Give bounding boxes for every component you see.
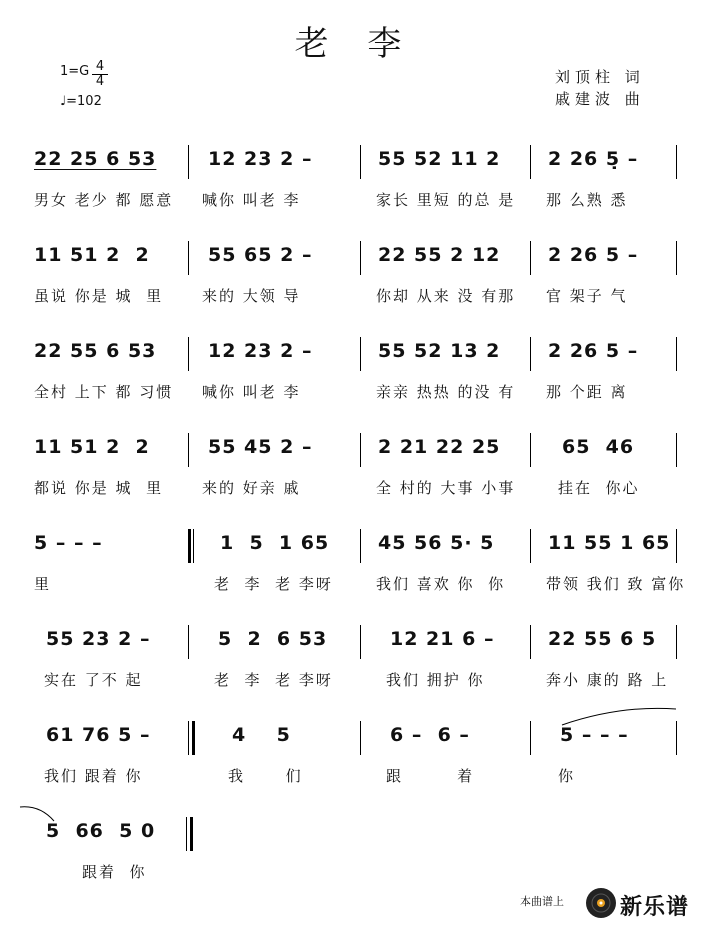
barline: [676, 625, 677, 659]
measure-lyrics: 我们 拥护 你: [386, 671, 485, 689]
score-line-4: [0, 433, 710, 529]
measure-lyrics: 家长 里短 的总 是: [376, 191, 516, 209]
repeat-start-barline: [188, 529, 191, 563]
barline: [188, 145, 189, 179]
song-title: 老 李: [294, 24, 416, 64]
barline: [530, 241, 531, 275]
measure-notes: 4 5: [232, 724, 291, 746]
measure-lyrics: 那 么熟 悉: [546, 191, 628, 209]
measure-notes: 55 52 13 2: [378, 340, 501, 362]
barline: [530, 433, 531, 467]
measure-notes: 61 76 5 –: [46, 724, 151, 746]
measure-notes: 12 23 2 –: [208, 340, 313, 362]
measure-notes: 12 21 6 –: [390, 628, 495, 650]
measure-lyrics: 你却 从来 没 有那: [376, 287, 516, 305]
barline: [188, 625, 189, 659]
barline: [193, 529, 194, 563]
barline: [530, 145, 531, 179]
measure-lyrics: 我们 喜欢 你 你: [376, 575, 506, 593]
score-line-5: [0, 529, 710, 625]
tempo-value: =102: [66, 94, 102, 109]
measure-lyrics: 跟着 你: [82, 863, 147, 881]
quarter-note-icon: ♩: [60, 94, 67, 109]
measure-lyrics: 奔小 康的 路 上: [546, 671, 669, 689]
measure-lyrics: 老 李 老 李呀: [214, 575, 333, 593]
measure-lyrics: 你: [558, 767, 576, 785]
measure-notes: 55 23 2 –: [46, 628, 151, 650]
measure-lyrics: 虽说 你是 城 里: [34, 287, 164, 305]
measure-lyrics: 里: [34, 575, 52, 593]
barline: [360, 625, 361, 659]
tie-slur: [560, 707, 678, 727]
measure-notes: 1 5 1 65: [220, 532, 330, 554]
measure-notes: 55 65 2 –: [208, 244, 313, 266]
barline: [360, 241, 361, 275]
barline: [188, 241, 189, 275]
barline: [676, 337, 677, 371]
barline: [360, 145, 361, 179]
time-signature: [92, 60, 108, 89]
footer-prefix: 本曲谱上: [520, 895, 564, 908]
barline: [360, 433, 361, 467]
measure-notes: 65 46: [562, 436, 635, 458]
measure-notes: 5 – – –: [560, 724, 629, 746]
repeat-end-barline: [192, 721, 195, 755]
measure-lyrics: 我 们: [228, 767, 303, 785]
measure-notes: 2 26 5 –: [548, 244, 639, 266]
key-signature: 1=G: [60, 64, 90, 79]
barline: [360, 529, 361, 563]
final-barline-thick: [190, 817, 193, 851]
measure-notes: 22 55 6 5: [548, 628, 657, 650]
measure-notes: 2 21 22 25: [378, 436, 501, 458]
measure-notes: 5 2 6 53: [218, 628, 328, 650]
measure-notes: 12 23 2 –: [208, 148, 313, 170]
tempo-marking: [60, 94, 102, 109]
barline: [188, 337, 189, 371]
measure-notes: 45 56 5· 5: [378, 532, 495, 554]
measure-lyrics: 带领 我们 致 富你: [546, 575, 686, 593]
measure-lyrics: 跟 着: [386, 767, 475, 785]
credits: [555, 66, 645, 110]
measure-notes: 22 55 6 53: [34, 340, 157, 362]
barline: [676, 529, 677, 563]
time-numerator: 4: [95, 59, 105, 74]
score-line-1: [0, 145, 710, 241]
measure-lyrics: 实在 了不 起: [44, 671, 143, 689]
final-barline: [186, 817, 187, 851]
barline: [530, 337, 531, 371]
measure-lyrics: 男女 老少 都 愿意: [34, 191, 174, 209]
score-line-3: [0, 337, 710, 433]
measure-notes: 55 52 11 2: [378, 148, 501, 170]
barline: [188, 433, 189, 467]
measure-lyrics: 喊你 叫老 李: [202, 383, 301, 401]
barline: [676, 433, 677, 467]
measure-notes: 5 – – –: [34, 532, 103, 554]
measure-lyrics: 老 李 老 李呀: [214, 671, 333, 689]
score-line-7: [0, 721, 710, 817]
measure-notes: 22 55 2 12: [378, 244, 501, 266]
lyricist: 刘顶柱 词: [555, 68, 645, 86]
measure-lyrics: 喊你 叫老 李: [202, 191, 301, 209]
measure-lyrics: 全 村的 大事 小事: [376, 479, 516, 497]
measure-notes: 22 25 6 53: [34, 148, 157, 170]
measure-notes: 5 66 5 0: [46, 820, 156, 842]
time-denominator: 4: [92, 74, 108, 89]
barline: [530, 721, 531, 755]
brand-logo: 新乐谱: [620, 895, 690, 920]
measure-lyrics: 那 个距 离: [546, 383, 628, 401]
measure-lyrics: 都说 你是 城 里: [34, 479, 164, 497]
measure-lyrics: 亲亲 热热 的没 有: [376, 383, 516, 401]
measure-notes: 2 26 5̣ –: [548, 148, 639, 170]
composer: 戚建波 曲: [555, 90, 645, 108]
measure-lyrics: 全村 上下 都 习惯: [34, 383, 174, 401]
barline: [530, 529, 531, 563]
barline: [530, 625, 531, 659]
barline: [188, 721, 189, 755]
measure-lyrics: 官 架子 气: [546, 287, 628, 305]
measure-lyrics: 来的 大领 导: [202, 287, 301, 305]
measure-lyrics: 我们 跟着 你: [44, 767, 143, 785]
measure-notes: 55 45 2 –: [208, 436, 313, 458]
barline: [360, 721, 361, 755]
score-line-2: [0, 241, 710, 337]
barline: [676, 241, 677, 275]
barline: [360, 337, 361, 371]
measure-notes: 11 51 2 2: [34, 436, 150, 458]
barline: [676, 145, 677, 179]
measure-notes: 11 55 1 65: [548, 532, 671, 554]
measure-lyrics: 挂在 你心: [558, 479, 640, 497]
vinyl-record-icon: [586, 888, 616, 918]
tie-slur: [18, 803, 58, 823]
measure-notes: 11 51 2 2: [34, 244, 150, 266]
measure-notes: 2 26 5 –: [548, 340, 639, 362]
measure-notes: 6 – 6 –: [390, 724, 470, 746]
measure-lyrics: 来的 好亲 戚: [202, 479, 301, 497]
